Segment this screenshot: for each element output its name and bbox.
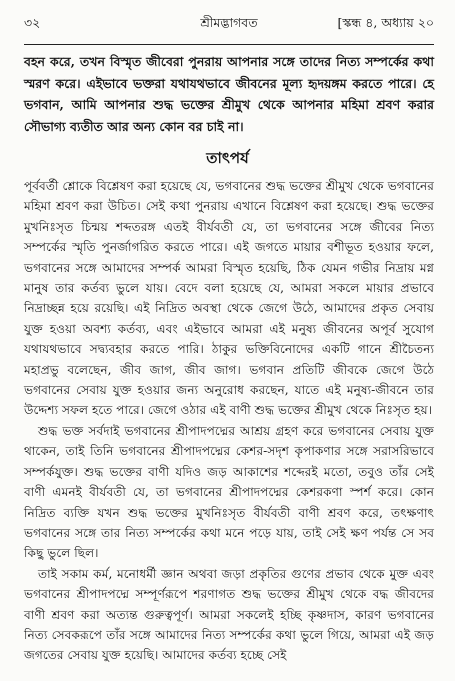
purport-body	[24, 176, 434, 666]
purport-paragraph: পূর্ববর্তী শ্লোকে বিশ্লেষণ করা হয়েছে যে, ভগবানের শুদ্ধ ভক্তের শ্রীমুখ থেকে ভগবানের মহিমা শ্রবণ করা উচিত। সেই কথা পুনরায় এখানে বিশ্লেষণ করা হয়েছে। শুদ্ধ ভক্তের মুখনিঃসৃত চিন্ময় শব্দতরঙ্গ এতই বীর্যবতী যে, তা ভগবানের সঙ্গে জীবের নিত্য সম্পর্কের স্মৃতি পুনর্জাগরিত করতে পারে। এই জগতে মায়ার বশীভূত হওয়ার ফলে, ভগবানের সঙ্গে আমাদের সম্পর্ক আমরা বিস্মৃত হয়েছি, ঠিক যেমন গভীর নিদ্রায় মগ্ন মানুষ তার কর্তব্য ভুলে যায়। বেদে বলা হয়েছে যে, আমরা সকলে মায়ার প্রভাবে নিদ্রাচ্ছন্ন হয়ে রয়েছি। এই নিদ্রিত অবস্থা থেকে জেগে উঠে, আমাদের প্রকৃত সেবায় যুক্ত হওয়া অবশ্য কর্তব্য, এবং এইভাবে আমরা এই মনুষ্য জীবনের অপূর্ব সুযোগ যথাযথভাবে সদ্ব্যবহার করতে পারি। ঠাকুর ভক্তিবিনোদের একটি গানে শ্রীচৈতন্য মহাপ্রভু বলেছেন, জীব জাগ, জীব জাগ। ভগবান প্রতিটি জীবকে জেগে উঠে ভগবানের সেবায় যুক্ত হওয়ার জন্য অনুরোধ করছেন, যাতে এই মনুষ্য-জীবনে তার উদ্দেশ্য সফল হতে পারে। জেগে ওঠার এই বাণী শুদ্ধ ভক্তের শ্রীমুখ থেকে নিঃসৃত হয়।	[24, 179, 434, 418]
chapter-reference: [স্কন্ধ ৪, অধ্যায় ২০	[337, 15, 434, 30]
translation-text: বহন করে, তখন বিস্মৃত জীবেরা পুনরায় আপনার সঙ্গে তাদের নিত্য সম্পর্কের কথা স্মরণ করে। এইভাবে ভক্তরা যথাযথভাবে জীবনের মূল্য হৃদয়ঙ্গম করতে পারে। হে ভগবান, আমি আপনার শুদ্ধ ভক্তের শ্রীমুখ থেকে আপনার মহিমা শ্রবণ করার সৌভাগ্য ব্যতীত আর অন্য কোন বর চাই না।	[24, 54, 434, 134]
purport-heading: তাৎপর্য	[206, 149, 249, 167]
running-title: শ্রীমদ্ভাগবত	[200, 15, 258, 30]
header-divider	[24, 44, 434, 45]
page-header	[24, 0, 434, 30]
purport-paragraph: শুদ্ধ ভক্ত সর্বদাই ভগবানের শ্রীপাদপদ্মের আশ্রয় গ্রহণ করে ভগবানের সেবায় যুক্ত থাকেন, তাই তিনি ভগবানের শ্রীপাদপদ্মের কেশর-সদৃশ কৃপাকণার সঙ্গে সরাসরিভাবে সম্পর্কযুক্ত। শুদ্ধ ভক্তের বাণী যদিও জড় আকাশের শব্দেরই মতো, তবুও তাঁর সেই বাণী এমনই বীর্যবতী যে, তা ভগবানের শ্রীপাদপদ্মের কেশরকণা স্পর্শ করে। কোন নিদ্রিত ব্যক্তি যখন শুদ্ধ ভক্তের মুখনিঃসৃত বীর্যবতী বাণী শ্রবণ করে, তৎক্ষণাৎ ভগবানের সঙ্গে তার নিত্য সম্পর্কের কথা মনে পড়ে যায়, তাই সেই ক্ষণ পর্যন্ত সে সব কিছু ভুলে ছিল।	[24, 423, 434, 561]
page-number: ৩২	[24, 15, 41, 30]
purport-paragraph: তাই সকাম কর্ম, মনোধর্মী জ্ঞান অথবা জড়া প্রকৃতির গুণের প্রভাব থেকে মুক্ত এবং ভগবানের শ্রীপাদপদ্মে সম্পূর্ণরূপে শরণাগত শুদ্ধ ভক্তের শ্রীমুখ থেকে বদ্ধ জীবদের বাণী শ্রবণ করা অত্যন্ত গুরুত্বপূর্ণ। আমরা সকলেই হচ্ছি কৃষ্ণদাস, কারণ ভগবানের নিত্য সেবকরূপে তাঁর সঙ্গে আমাদের নিত্য সম্পর্কের কথা ভুলে গিয়ে, আমরা এই জড় জগতের সেবায় যুক্ত হয়েছি। আমাদের কর্তব্য হচ্ছে সেই	[24, 566, 434, 663]
